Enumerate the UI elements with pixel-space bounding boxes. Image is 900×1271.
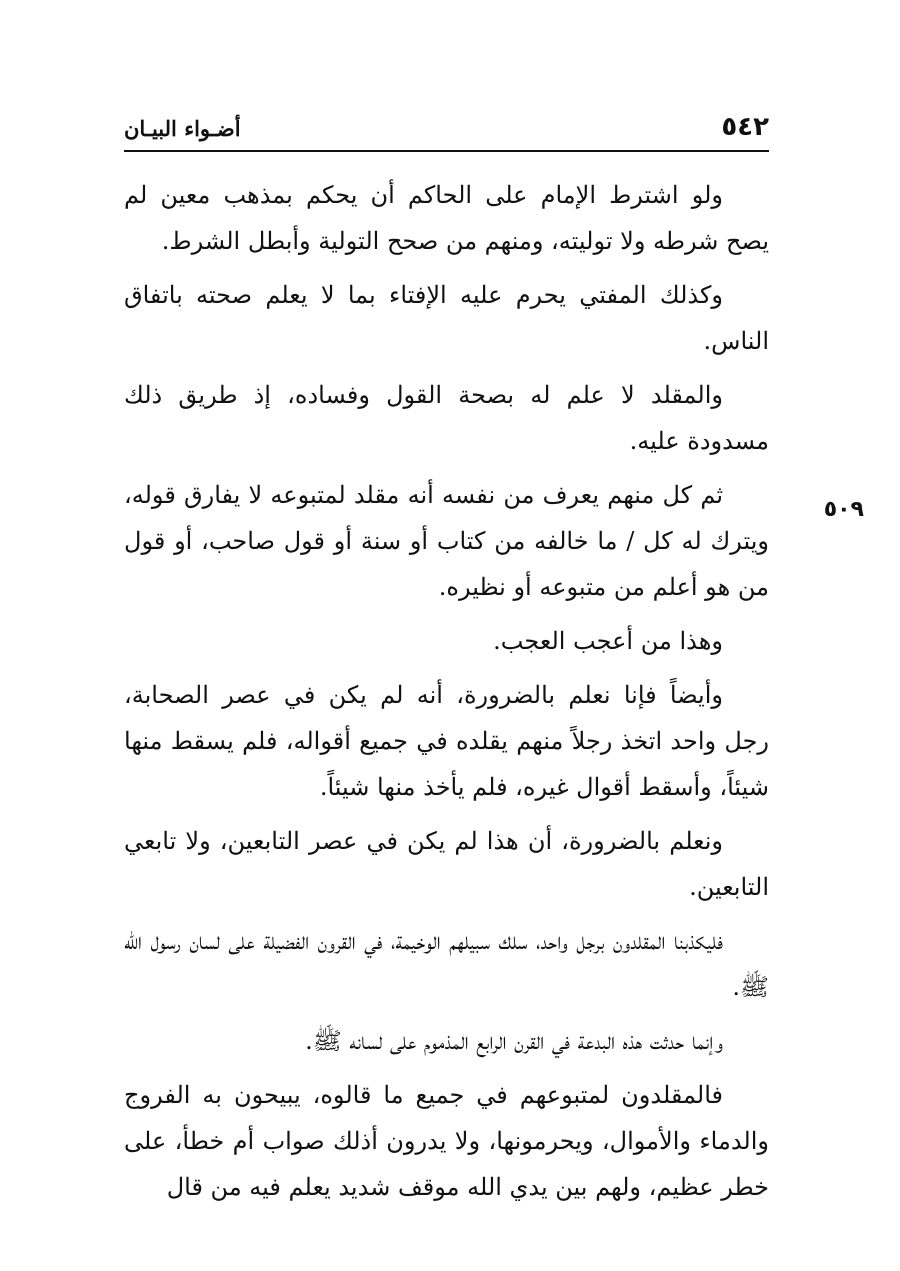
margin-page-reference: ٥٠٩ [823, 497, 864, 522]
page-number: ٥٤٢ [721, 112, 769, 142]
page-header [124, 110, 769, 152]
paragraph: وإنما حدثت هذه البدعة في القرن الرابع المذموم على لسانه ﷺ. [305, 1027, 723, 1055]
paragraph: ونعلم بالضرورة، أن هذا لم يكن في عصر التابعين، ولا تابعي التابعين. [124, 827, 769, 901]
running-title: أضـواء البيـان [124, 116, 241, 141]
body-text [124, 172, 769, 1218]
paragraph: فالمقلدون لمتبوعهم في جميع ما قالوه، يبيحون به الفروج والدماء والأموال، ويحرمونها، ولا يدرون أذلك صواب أم خطأ، على خطر عظيم، ولهم بين يدي الله موقف شديد يعلم فيه من قال [124, 1081, 769, 1201]
paragraph: فليكذبنا المقلدون برجل واحد، سلك سبيلهم الوخيمة، في القرون الفضيلة على لسان رسول الله ﷺ. [124, 927, 769, 1001]
paragraph: وأيضاً فإنا نعلم بالضرورة، أنه لم يكن في عصر الصحابة، رجل واحد اتخذ رجلاً منهم يقلده في جميع أقواله، فلم يسقط منها شيئاً، وأسقط أقوال غيره، فلم يأخذ منها شيئاً. [124, 681, 769, 801]
paragraph: ولو اشترط الإمام على الحاكم أن يحكم بمذهب معين لم يصح شرطه ولا توليته، ومنهم من صحح التولية وأبطل الشرط. [124, 181, 769, 255]
paragraph: ثم كل منهم يعرف من نفسه أنه مقلد لمتبوعه لا يفارق قوله، ويترك له كل / ما خالفه من كتاب أو سنة أو قول صاحب، أو قول من هو أعلم من متبوعه أو نظيره. [124, 481, 769, 601]
paragraph: وهذا من أعجب العجب. [493, 627, 723, 655]
paragraph: والمقلد لا علم له بصحة القول وفساده، إذ طريق ذلك مسدودة عليه. [124, 381, 769, 455]
paragraph: وكذلك المفتي يحرم عليه الإفتاء بما لا يعلم صحته باتفاق الناس. [124, 281, 769, 355]
